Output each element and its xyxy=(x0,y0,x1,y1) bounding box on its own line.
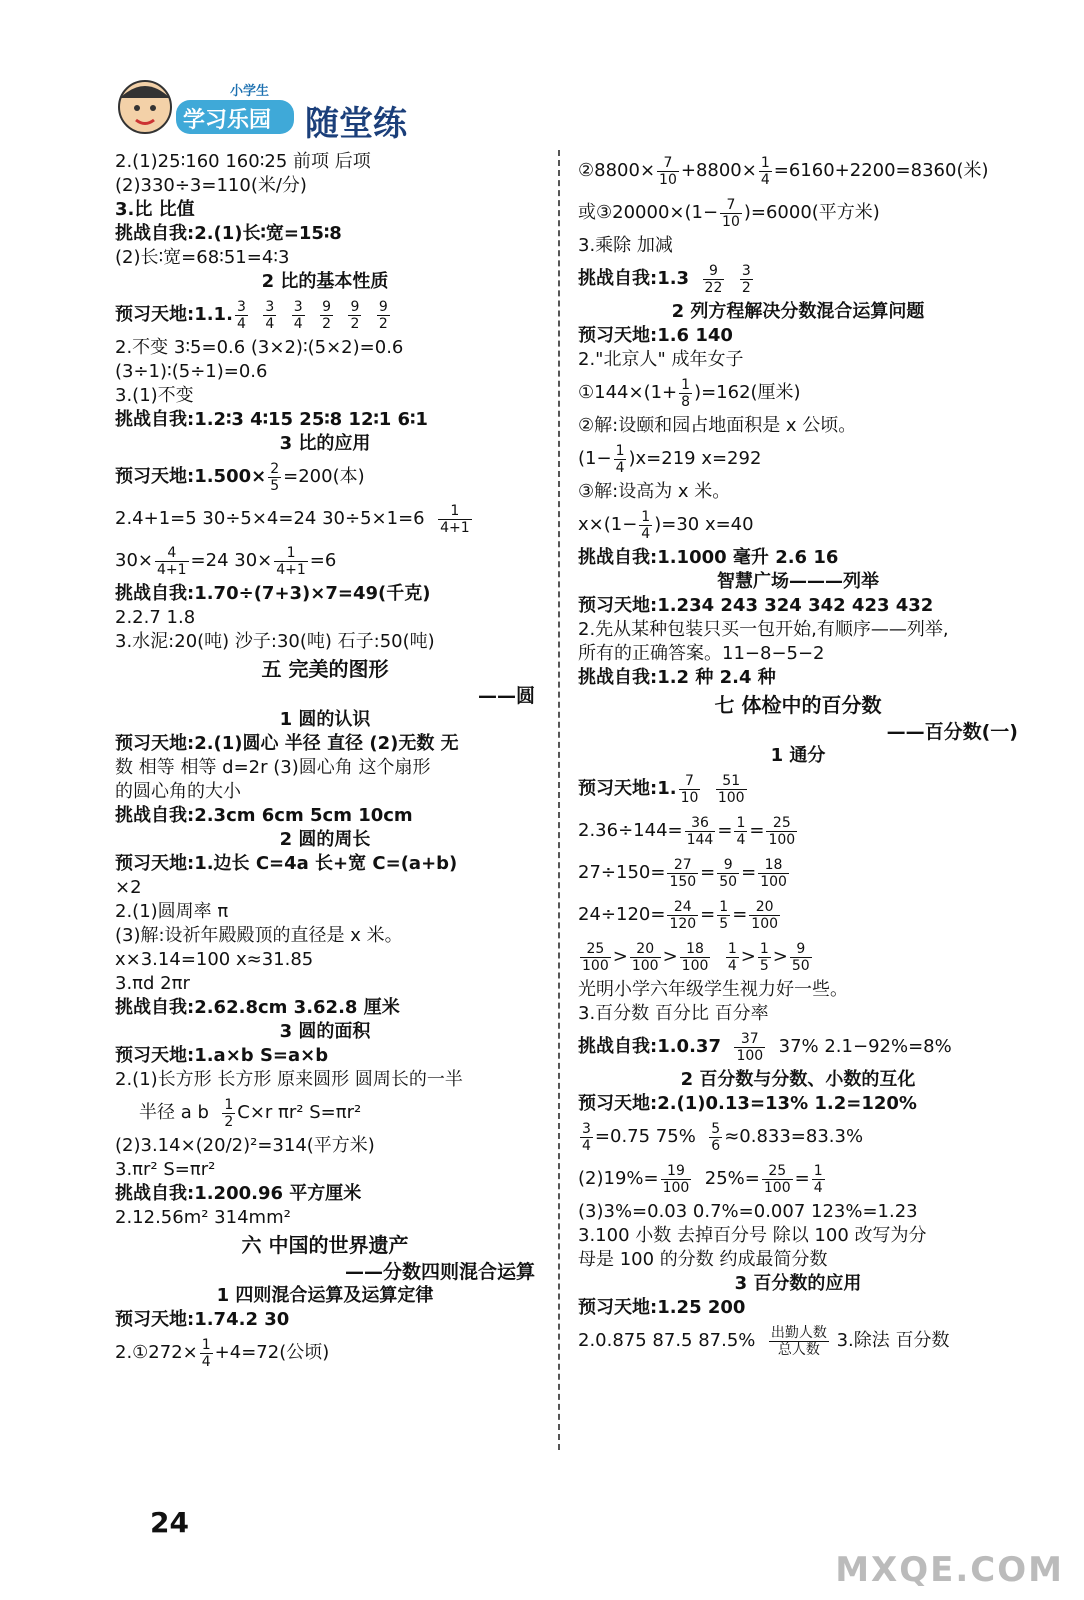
text-line: 24÷120= $\frac{24}{120}$ = $\frac{1}{5}$ = $\frac{20}{100}$ xyxy=(578,898,779,932)
text-line: x×(1− $\frac{1}{4}$ )=30 x=40 xyxy=(578,508,754,542)
text-line: 挑战自我:2.62.8cm 3.62.8 厘米 xyxy=(115,997,400,1018)
brand-title: 随堂练 xyxy=(305,104,407,144)
fraction: $\frac{3}{4}$ xyxy=(265,298,275,332)
fraction: $\frac{36}{144}$ xyxy=(686,814,714,848)
text-line: ②8800× $\frac{7}{10}$ +8800× $\frac{1}{4}$ =6160+2200=8360(米) xyxy=(578,154,989,188)
section-heading: 1 四则混合运算及运算定律 xyxy=(216,1285,434,1306)
fraction: $\frac{4}{4+1}$ xyxy=(157,544,187,578)
text-line: (2)3.14×(20/2)²=314(平方米) xyxy=(115,1135,375,1156)
text-line: 2."北京人" 成年女子 xyxy=(578,349,744,370)
text-line: 2.2.7 1.8 xyxy=(115,607,196,628)
fraction: $\frac{5}{6}$ xyxy=(711,1120,721,1154)
text-line: (2)长∶宽=68∶51=4∶3 xyxy=(115,247,290,268)
fraction: $\frac{1}{4}$ xyxy=(201,1336,211,1370)
text-line: 预习天地:1.25 200 xyxy=(578,1297,746,1318)
text-line: ×2 xyxy=(115,877,142,898)
text-line: (3)解:设祈年殿殿顶的直径是 x 米。 xyxy=(115,925,403,946)
text-line xyxy=(115,294,535,336)
fraction: $\frac{1}{4+1}$ xyxy=(440,502,470,536)
text-line: 3.乘除 加减 xyxy=(578,235,673,256)
text-line: 光明小学六年级学生视力好一些。 xyxy=(578,979,848,1000)
text-line: 母是 100 的分数 约成最简分数 xyxy=(578,1249,828,1270)
fraction: $\frac{1}{5}$ xyxy=(759,940,769,974)
text-line: 半径 a b $\frac{1}{2}$ C×r πr² S=πr² xyxy=(139,1096,362,1130)
fraction: $\frac{37}{100}$ xyxy=(736,1030,764,1064)
fraction: $\frac{1}{4}$ xyxy=(641,508,651,542)
text-line: 预习天地:1.a×b S=a×b xyxy=(115,1045,329,1066)
fraction: $\frac{1}{8}$ xyxy=(681,376,691,410)
fraction: $\frac{1}{4}$ xyxy=(727,940,737,974)
text-line: (3)3%=0.03 0.7%=0.007 123%=1.23 xyxy=(578,1201,918,1222)
fraction: $\frac{25}{100}$ xyxy=(582,940,609,974)
fraction: $\frac{1}{2}$ xyxy=(224,1096,234,1130)
section-heading: 智慧广场———列举 xyxy=(717,571,879,592)
fraction: $\frac{7}{10}$ xyxy=(659,154,677,188)
text-line: 3.比 比值 xyxy=(115,199,195,220)
text-line: 2.不变 3∶5=0.6 (3×2)∶(5×2)=0.6 xyxy=(115,337,404,358)
text-line: 2.0.875 87.5 87.5% $\frac{\text{出勤人数}}{\text{总人数}}$ 3.除法 百分数 xyxy=(578,1324,950,1358)
text-line: 预习天地:2.(1)0.13=13% 1.2=120% xyxy=(578,1093,917,1114)
unit-subtitle: ——百分数(一) xyxy=(886,721,1018,743)
text-line: ②解:设颐和园占地面积是 x 公顷。 xyxy=(578,415,857,436)
fraction: $\frac{9}{2}$ xyxy=(322,298,331,332)
text-line: 预习天地:1.500× $\frac{2}{5}$ =200(本) xyxy=(115,460,365,494)
unit-title: 六 中国的世界遗产 xyxy=(241,1233,409,1257)
section-heading: 1 通分 xyxy=(770,745,826,766)
text-line: 预习天地:1.74.2 30 xyxy=(115,1309,290,1330)
fraction: $\frac{18}{100}$ xyxy=(760,856,787,890)
text-line: 2.12.56m² 314mm² xyxy=(115,1207,291,1228)
text-line: 挑战自我:2.3cm 6cm 5cm 10cm xyxy=(115,805,413,826)
text-line: 3.100 小数 去掉百分号 除以 100 改写为分 xyxy=(578,1225,927,1246)
text-line: 3.πr² S=πr² xyxy=(115,1159,216,1180)
text-line: 2.①272× $\frac{1}{4}$ +4=72(公顷) xyxy=(115,1336,330,1370)
text-line: 预习天地:1. $\frac{7}{10}$ $\frac{51}{100}$ xyxy=(578,772,745,806)
fraction: $\frac{9}{2}$ xyxy=(378,298,388,332)
fraction: $\frac{51}{100}$ xyxy=(717,772,745,806)
text-line: 挑战自我:1.2 种 2.4 种 xyxy=(578,667,776,688)
fraction: $\frac{\text{出勤人数}}{\text{总人数}}$ xyxy=(770,1324,827,1358)
fraction: $\frac{1}{4}$ xyxy=(736,814,746,848)
brand-main: 学习乐园 xyxy=(183,108,272,133)
text-line: (2)19%= $\frac{19}{100}$ 25%= $\frac{25}{100}$ = $\frac{1}{4}$ xyxy=(578,1162,823,1196)
unit-title: 五 完美的图形 xyxy=(261,657,389,681)
section-heading: 1 圆的认识 xyxy=(279,709,371,730)
fraction: $\frac{18}{100}$ xyxy=(681,940,709,974)
brand-small: 小学生 xyxy=(230,84,270,99)
column-divider xyxy=(558,150,560,1450)
text-line: ①144×(1+ $\frac{1}{8}$ )=162(厘米) xyxy=(578,376,801,410)
fraction: $\frac{25}{100}$ xyxy=(768,814,796,848)
label: 预习天地:1.1. xyxy=(115,304,233,325)
text-line: x×3.14=100 x≈31.85 xyxy=(115,949,314,970)
text-line: 3.百分数 百分比 百分率 xyxy=(578,1003,769,1024)
section-heading: 2 圆的周长 xyxy=(279,829,371,850)
fraction: $\frac{7}{10}$ xyxy=(722,196,740,230)
text-line: 2.先从某种包装只买一包开始,有顺序——列举, xyxy=(578,619,949,640)
fraction: $\frac{9}{2}$ xyxy=(350,298,360,332)
fraction: $\frac{9}{50}$ xyxy=(791,940,810,974)
text-line: 或③20000×(1− $\frac{7}{10}$ )=6000(平方米) xyxy=(578,196,880,230)
text-line: 数 相等 相等 d=2r (3)圆心角 这个扇形 xyxy=(115,757,431,778)
text-line: 预习天地:1.边长 C=4a 长+宽 C=(a+b) xyxy=(115,853,458,874)
text-line: $\frac{25}{100}$ > $\frac{20}{100}$ > $\frac{18}{100}$ $\frac{1}{4}$ > $\frac{1}{5}$ > $\frac{9}{50}$ xyxy=(582,940,810,974)
fraction: $\frac{1}{4+1}$ xyxy=(276,544,306,578)
section-heading: 2 比的基本性质 xyxy=(261,271,389,292)
section-heading: 3 圆的面积 xyxy=(279,1021,371,1042)
text-line: 预习天地:1.6 140 xyxy=(578,325,733,346)
text-line: 所有的正确答案。11−8−5−2 xyxy=(578,643,825,664)
text-line: 挑战自我:2.(1)长∶宽=15∶8 xyxy=(115,223,342,244)
fraction: $\frac{3}{4}$ xyxy=(293,298,303,332)
fraction: $\frac{2}{5}$ xyxy=(270,460,280,494)
left-column xyxy=(115,150,535,1374)
text-line: 3.πd 2πr xyxy=(115,973,190,994)
unit-subtitle: ——分数四则混合运算 xyxy=(344,1261,535,1283)
page-number: 24 xyxy=(150,1506,189,1539)
fraction: $\frac{9}{50}$ xyxy=(719,856,738,890)
text-line: 2.4+1=5 30÷5×4=24 30÷5×1=6 $\frac{1}{4+1}$ xyxy=(115,502,470,536)
section-heading: 3 百分数的应用 xyxy=(734,1273,862,1294)
watermark: MXQE.COM xyxy=(835,1550,1064,1590)
fraction: $\frac{1}{4}$ xyxy=(813,1162,823,1196)
text-line: 挑战自我:1.1000 毫升 2.6 16 xyxy=(578,547,839,568)
text-line: (2)330÷3=110(米/分) xyxy=(115,175,307,196)
text-line: ③解:设高为 x 米。 xyxy=(578,481,731,502)
text-line: 预习天地:2.(1)圆心 半径 直径 (2)无数 无 xyxy=(115,733,459,754)
fraction: $\frac{1}{4}$ xyxy=(760,154,770,188)
section-heading: 2 列方程解决分数混合运算问题 xyxy=(671,301,925,322)
fraction: $\frac{20}{100}$ xyxy=(631,940,659,974)
text-line: 挑战自我:1.200.96 平方厘米 xyxy=(115,1183,362,1204)
text-line: 预习天地:1.234 243 324 342 423 432 xyxy=(578,595,934,616)
fraction: $\frac{9}{22}$ xyxy=(704,262,723,296)
text-line: 30× $\frac{4}{4+1}$ =24 30× $\frac{1}{4+1}$ =6 xyxy=(115,544,337,578)
text-line: (1− $\frac{1}{4}$ )x=219 x=292 xyxy=(578,442,762,476)
section-heading: 2 百分数与分数、小数的互化 xyxy=(680,1069,916,1090)
text-line: 3.(1)不变 xyxy=(115,385,194,406)
fraction: $\frac{3}{2}$ xyxy=(741,262,751,296)
fraction: $\frac{1}{4}$ xyxy=(615,442,625,476)
text-line: 2.36÷144= $\frac{36}{144}$ = $\frac{1}{4}$ = $\frac{25}{100}$ xyxy=(578,814,796,848)
fraction: $\frac{1}{5}$ xyxy=(719,898,729,932)
fraction: $\frac{25}{100}$ xyxy=(763,1162,791,1196)
text-line: 挑战自我:1.2∶3 4∶15 25∶8 12∶1 6∶1 xyxy=(115,409,428,430)
text-line: 挑战自我:1.70÷(7+3)×7=49(千克) xyxy=(115,583,431,604)
text-line: 2.(1)25∶160 160∶25 前项 后项 xyxy=(115,151,371,172)
text-line: 2.(1)长方形 长方形 原来圆形 圆周长的一半 xyxy=(115,1069,463,1090)
unit-subtitle: ——圆 xyxy=(477,685,535,707)
fraction: $\frac{27}{150}$ xyxy=(669,856,697,890)
text-line: $\frac{3}{4}$ =0.75 75% $\frac{5}{6}$ ≈0.833=83.3% xyxy=(582,1120,864,1154)
fraction: $\frac{19}{100}$ xyxy=(662,1162,690,1196)
text-line: 27÷150= $\frac{27}{150}$ = $\frac{9}{50}$ = $\frac{18}{100}$ xyxy=(578,856,787,890)
text-line: 挑战自我:1.0.37 $\frac{37}{100}$ 37% 2.1−92%=8% xyxy=(578,1030,952,1064)
fraction: $\frac{20}{100}$ xyxy=(751,898,779,932)
text-line: 的圆心角的大小 xyxy=(115,781,241,802)
fraction: $\frac{24}{120}$ xyxy=(669,898,697,932)
fraction: $\frac{7}{10}$ xyxy=(680,772,699,806)
section-heading: 3 比的应用 xyxy=(279,433,371,454)
text-line: 挑战自我:1.3 $\frac{9}{22}$ $\frac{3}{2}$ xyxy=(578,262,751,296)
text-line: 3.水泥:20(吨) 沙子:30(吨) 石子:50(吨) xyxy=(115,631,435,652)
fraction: $\frac{3}{4}$ xyxy=(582,1120,591,1154)
unit-title: 七 体检中的百分数 xyxy=(714,693,882,717)
fraction: $\frac{3}{4}$ xyxy=(236,298,246,332)
text-line: 2.(1)圆周率 π xyxy=(115,901,229,922)
right-column xyxy=(578,150,1018,1362)
text-line: (3÷1)∶(5÷1)=0.6 xyxy=(115,361,268,382)
